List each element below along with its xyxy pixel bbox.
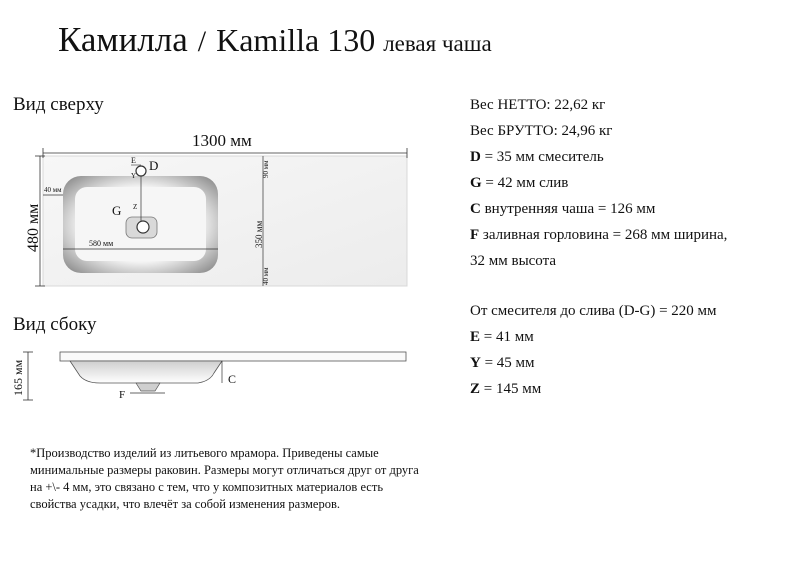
- spec-line: [470, 170, 727, 196]
- side-slab: [60, 352, 406, 361]
- spec-line: [470, 222, 727, 248]
- dimension-specs: [470, 298, 717, 402]
- spec-text: = 145 мм: [480, 381, 542, 397]
- spec-line: [470, 118, 727, 144]
- bottom-margin-label: 40 мм: [262, 267, 270, 285]
- spec-text: От смесителя до слива (D-G) = 220 мм: [470, 303, 717, 319]
- spec-line: [470, 324, 717, 350]
- spec-line: [470, 350, 717, 376]
- height-dimension-label: 165 мм: [11, 359, 25, 396]
- spec-text: = 35 мм смеситель: [480, 149, 604, 165]
- label-g: G: [112, 203, 122, 218]
- spec-line: [470, 92, 727, 118]
- side-view: [11, 352, 406, 401]
- weight-specs: [470, 92, 727, 274]
- footnote: *Производство изделий из литьевого мрамора. Приведены самые минимальные размеры раковин. Размеры могут отличаться друг от друга на +\- 4 мм, это связано с тем, что у композитных материалов есть свойства усадки, что влечёт за собой изменения размеров.: [30, 446, 419, 511]
- spec-text: = 41 мм: [480, 329, 534, 345]
- spec-line: [470, 248, 727, 274]
- top-view-label: Вид сверху: [13, 94, 104, 115]
- title-en: Kamilla 130: [216, 22, 376, 58]
- spec-text: = 45 мм: [480, 355, 535, 371]
- spec-text: заливная горловина = 268 мм ширина,: [479, 227, 728, 243]
- spec-line: [470, 144, 727, 170]
- label-f: F: [119, 389, 126, 401]
- bowl-width-label: 580 мм: [89, 239, 114, 248]
- spec-text: 32 мм высота: [470, 253, 557, 269]
- bowl-depth-label: 350 мм: [254, 220, 264, 248]
- spec-key: Y: [470, 355, 481, 371]
- spec-text: внутренняя чаша = 126 мм: [480, 201, 656, 217]
- width-dimension-label: 1300 мм: [192, 131, 252, 150]
- drain-hole: [137, 221, 149, 233]
- side-basin: [70, 361, 222, 383]
- top-view: [25, 131, 407, 286]
- title-ru: Камилла: [58, 20, 188, 59]
- spec-text: Вес БРУТТО: 24,96 кг: [470, 123, 613, 139]
- spec-key: E: [470, 329, 481, 345]
- spec-text: = 42 мм слив: [481, 175, 569, 191]
- label-d: D: [149, 158, 159, 173]
- title-separator: /: [197, 25, 207, 58]
- label-c: C: [228, 372, 237, 386]
- side-view-label: Вид сбоку: [13, 314, 97, 335]
- title-subtitle: левая чаша: [383, 31, 492, 56]
- spec-key: D: [470, 149, 481, 165]
- faucet-hole: [136, 166, 146, 176]
- label-y: Y: [131, 172, 137, 180]
- spec-line: [470, 376, 717, 402]
- spec-text: Вес НЕТТО: 22,62 кг: [470, 97, 606, 113]
- spec-key: F: [470, 227, 480, 243]
- side-drain: [136, 383, 160, 391]
- spec-line: [470, 298, 717, 324]
- spec-line: [470, 196, 727, 222]
- left-margin-label: 40 мм: [44, 186, 62, 194]
- top-margin-label: 90 мм: [262, 160, 270, 178]
- depth-dimension-label: 480 мм: [25, 203, 42, 252]
- label-z: Z: [133, 203, 138, 211]
- spec-key: C: [470, 201, 481, 217]
- label-e: E: [131, 156, 136, 165]
- spec-key: Z: [470, 381, 481, 397]
- spec-key: G: [470, 175, 482, 191]
